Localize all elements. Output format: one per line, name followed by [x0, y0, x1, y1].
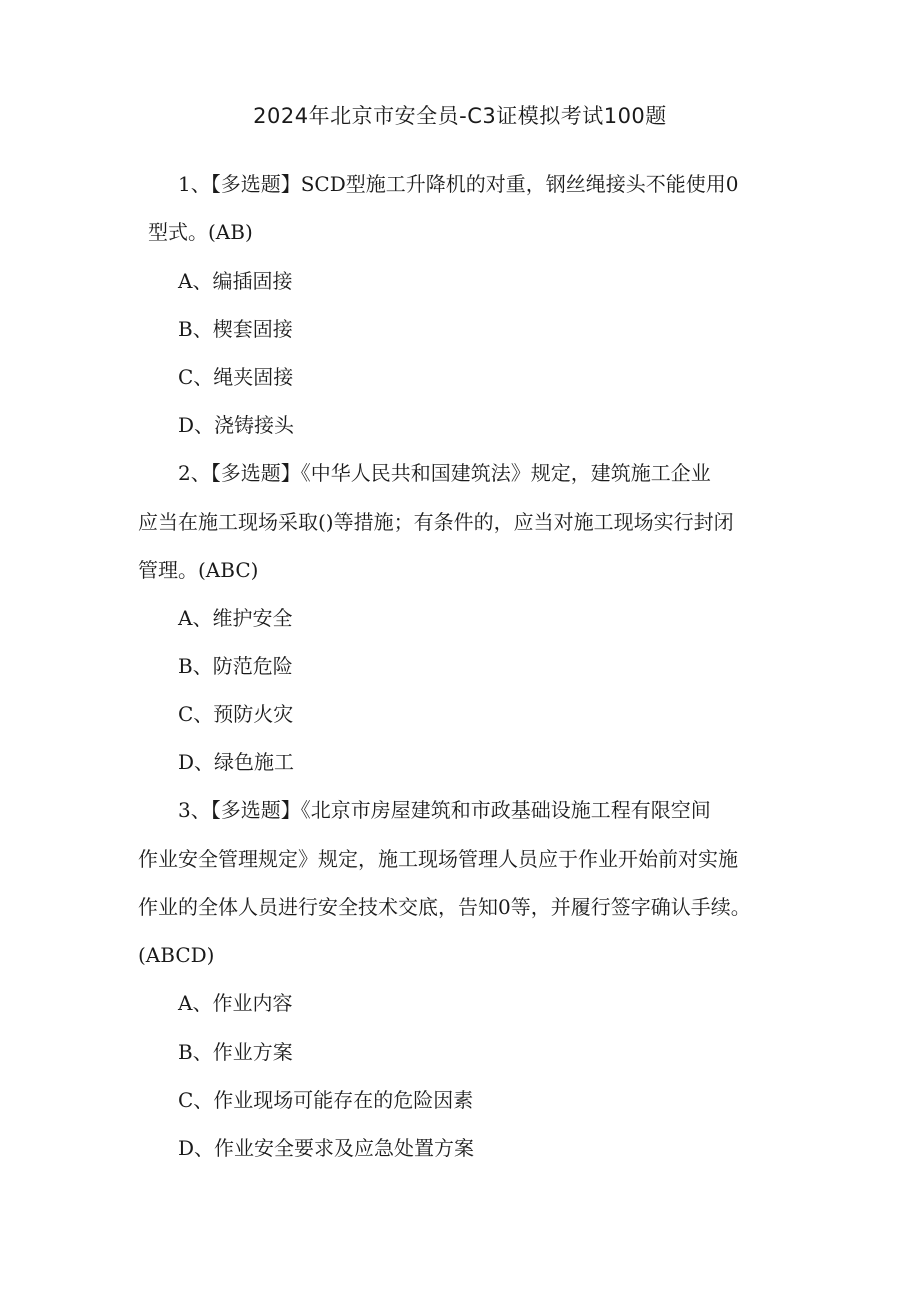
question-1-line-2: 型式。(AB) — [148, 220, 253, 244]
question-3-line-2: 作业安全管理规定》规定，施工现场管理人员应于作业开始前对实施 — [138, 847, 738, 871]
question-3-option-c: C、作业现场可能存在的危险因素 — [178, 1088, 474, 1112]
question-1-option-c: C、绳夹固接 — [178, 365, 294, 389]
question-2-line-3: 管理。(ABC) — [138, 558, 259, 582]
question-2-line-2: 应当在施工现场采取()等措施；有条件的，应当对施工现场实行封闭 — [138, 510, 734, 534]
question-3-line-4: (ABCD) — [138, 943, 215, 967]
question-3-line-1: 3、【多选题】《北京市房屋建筑和市政基础设施工程有限空间 — [178, 798, 711, 822]
question-1-option-d: D、浇铸接头 — [178, 413, 295, 437]
page-title: 2024年北京市安全员-C3证模拟考试100题 — [253, 104, 667, 128]
question-1-option-a: A、编插固接 — [178, 269, 293, 293]
question-1-line-1: 1、【多选题】SCD型施工升降机的对重，钢丝绳接头不能使用0 — [178, 172, 739, 196]
question-2-option-b: B、防范危险 — [178, 654, 293, 678]
question-2-option-c: C、预防火灾 — [178, 702, 294, 726]
question-3-option-d: D、作业安全要求及应急处置方案 — [178, 1136, 475, 1160]
question-3-option-b: B、作业方案 — [178, 1040, 293, 1064]
question-3-option-a: A、作业内容 — [178, 991, 293, 1015]
question-2-line-1: 2、【多选题】《中华人民共和国建筑法》规定，建筑施工企业 — [178, 461, 711, 485]
question-3-line-3: 作业的全体人员进行安全技术交底，告知0等，并履行签字确认手续。 — [138, 895, 751, 919]
question-2-option-d: D、绿色施工 — [178, 750, 295, 774]
question-2-option-a: A、维护安全 — [178, 606, 293, 630]
question-1-option-b: B、楔套固接 — [178, 317, 293, 341]
